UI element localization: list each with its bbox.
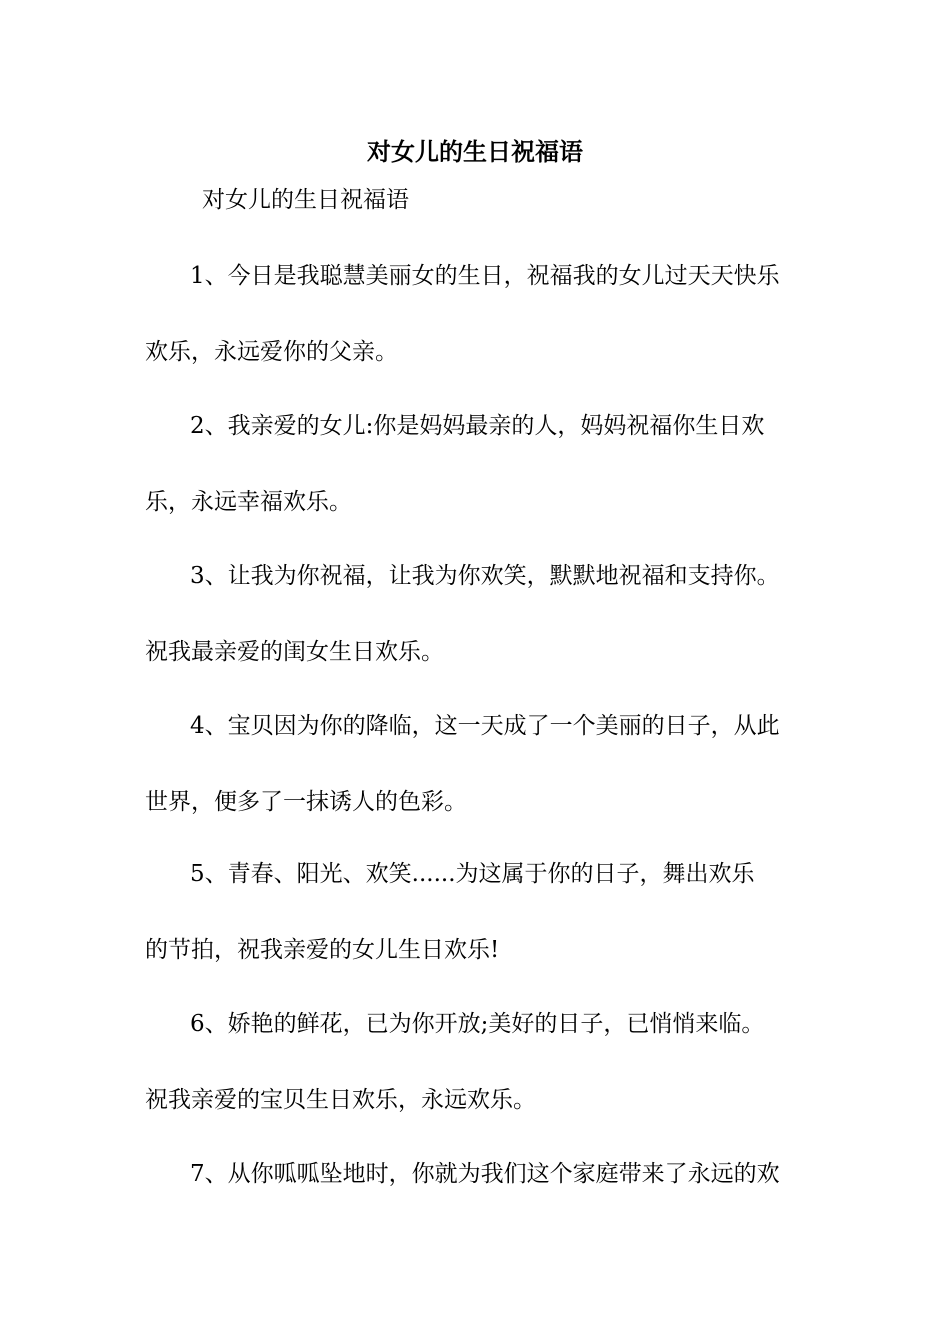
paragraph-line: 欢乐，永远爱你的父亲。 bbox=[145, 339, 398, 365]
paragraph-line: 1、今日是我聪慧美丽女的生日，祝福我的女儿过天天快乐 bbox=[190, 263, 780, 289]
paragraph-line: 7、从你呱呱坠地时，你就为我们这个家庭带来了永远的欢 bbox=[190, 1161, 780, 1187]
paragraph-line: 3、让我为你祝福，让我为你欢笑，默默地祝福和支持你。 bbox=[190, 563, 780, 589]
paragraph-line: 5、青春、阳光、欢笑......为这属于你的日子，舞出欢乐 bbox=[190, 861, 755, 887]
paragraph-line: 乐，永远幸福欢乐。 bbox=[145, 489, 352, 515]
paragraph-line: 4、宝贝因为你的降临，这一天成了一个美丽的日子，从此 bbox=[190, 713, 780, 739]
paragraph-line: 祝我最亲爱的闺女生日欢乐。 bbox=[145, 639, 444, 665]
paragraph-line: 的节拍，祝我亲爱的女儿生日欢乐! bbox=[145, 937, 500, 963]
paragraph-line: 世界，便多了一抹诱人的色彩。 bbox=[145, 789, 467, 815]
document-subtitle: 对女儿的生日祝福语 bbox=[202, 187, 409, 213]
paragraph-line: 祝我亲爱的宝贝生日欢乐，永远欢乐。 bbox=[145, 1087, 536, 1113]
document-title: 对女儿的生日祝福语 bbox=[367, 137, 583, 166]
paragraph-line: 6、娇艳的鲜花，已为你开放;美好的日子，已悄悄来临。 bbox=[190, 1011, 765, 1037]
paragraph-line: 2、我亲爱的女儿:你是妈妈最亲的人，妈妈祝福你生日欢 bbox=[190, 413, 765, 439]
